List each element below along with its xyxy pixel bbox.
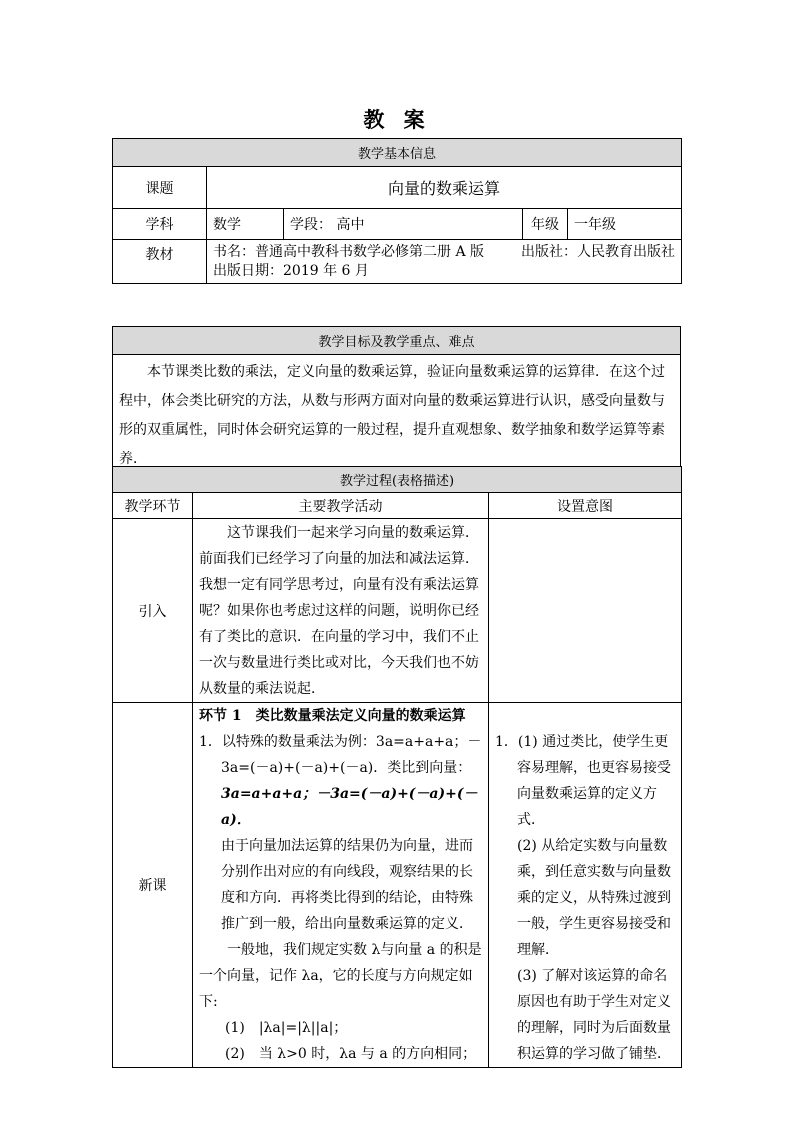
topic-label: 课题 (113, 167, 207, 209)
col-intent-header: 设置意图 (489, 493, 682, 519)
intent-3: (3) 了解对该运算的命名原因也有助于学生对定义的理解，同时为后面数量积运算的学习做了铺垫． (517, 968, 671, 1062)
intro-activity: 这节课我们一起来学习向量的数乘运算．前面我们已经学习了向量的加法和减法运算．我想一定有同学思考过，向量有没有乘法运算呢？如果你也考虑过这样的问题，说明你已经有了类比的意识．在向量的学习中，我们不止一次与数量进行类比或对比，今天我们也不妨从数量的乘法说起． (193, 519, 489, 703)
material-label: 教材 (113, 240, 207, 284)
intent-2: (2) 从给定实数与向量数乘，到任意实数与向量数乘的定义，从特殊过渡到一般，学生更容易接受和理解． (517, 838, 671, 958)
grade-value: 一年级 (568, 209, 682, 240)
goals-table (112, 326, 681, 479)
rule-1: (1) |λa|=|λ||a|； (225, 1020, 348, 1036)
new-stage: 新课 (113, 703, 193, 1068)
basic-info-table (112, 138, 682, 284)
intro-stage: 引入 (113, 519, 193, 703)
publish-date: 出版日期：2019 年 6 月 (213, 263, 369, 279)
step1-title: 环节 1 类比数量乘法定义向量的数乘运算 (199, 708, 466, 724)
new-intent (489, 703, 682, 1068)
col-activity-header: 主要教学活动 (193, 493, 489, 519)
grade-label: 年级 (523, 209, 568, 240)
stage-label: 学段： 高中 (284, 209, 523, 240)
step1-item-1: 1．以特殊的数量乘法为例：3a=a+a+a；－3a=(－a)+(－a)+(－a)．类比到向量： (199, 734, 482, 776)
rule-2: (2) 当 λ>0 时，λa 与 a 的方向相同； (225, 1046, 477, 1062)
step1-vector-example: 3a=a+a+a；－3a=(－a)+(－a)+(－a)． (221, 786, 478, 828)
page-title: 教 案 (363, 107, 431, 132)
publisher: 出版社：人民教育出版社 (521, 244, 675, 260)
material-info (207, 240, 682, 284)
col-stage-header: 教学环节 (113, 493, 193, 519)
basic-info-header: 教学基本信息 (113, 139, 682, 167)
book-name: 书名：普通高中教科书数学必修第二册 A 版 (213, 244, 485, 260)
new-activity (193, 703, 489, 1068)
intro-intent (489, 519, 682, 703)
process-header: 教学过程(表格描述) (113, 467, 682, 493)
subject-value: 数学 (207, 209, 284, 240)
goals-header: 教学目标及教学重点、难点 (113, 327, 681, 355)
subject-label: 学科 (113, 209, 207, 240)
step1-analogy: 由于向量加法运算的结果仍为向量，进而分别作出对应的有向线段，观察结果的长度和方向．再将类比得到的结论，由特殊推广到一般，给出向量数乘运算的定义． (221, 838, 473, 932)
topic-value: 向量的数乘运算 (207, 167, 682, 209)
step1-definition: 一般地，我们规定实数 λ与向量 a 的积是一个向量，记作 λa，它的长度与方向规定如下: (199, 942, 482, 1010)
goals-text: 本节课类比数的乘法，定义向量的数乘运算，验证向量数乘运算的运算律．在这个过程中，体会类比研究的方法，从数与形两方面对向量的数乘运算进行认识，感受向量数与形的双重属性，同时体会研究运算的一般过程，提升直观想象、数学抽象和数学运算等素养． (113, 355, 681, 479)
intent-1: 1．(1) 通过类比，使学生更容易理解，也更容易接受向量数乘运算的定义方式． (495, 734, 671, 828)
process-table (112, 466, 682, 1068)
